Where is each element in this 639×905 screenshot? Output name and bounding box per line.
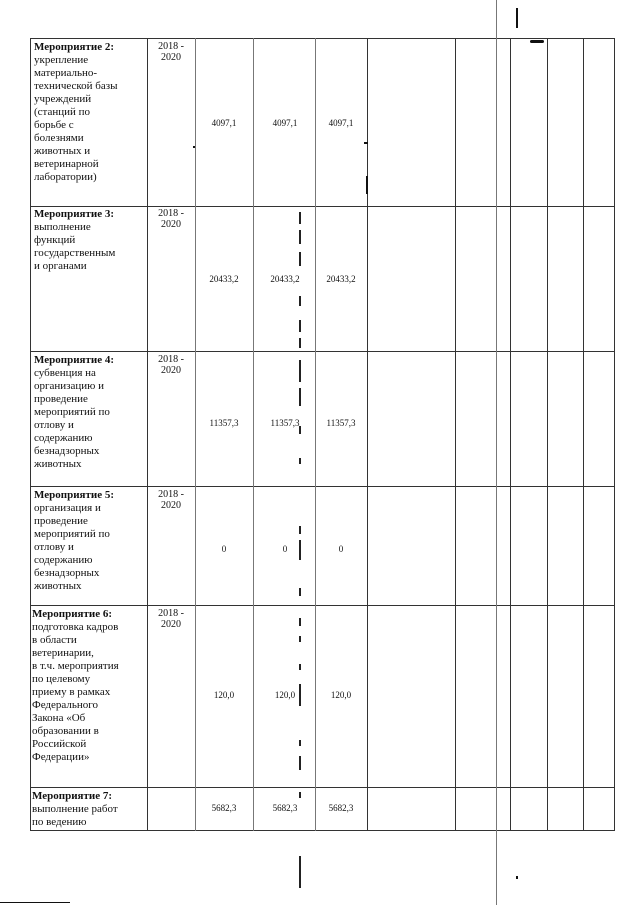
scan-mark (299, 320, 301, 332)
row-title-text: выполнение работ по ведению (32, 803, 118, 828)
scan-mark (299, 664, 301, 670)
value-cell: 11357,3 (326, 418, 356, 428)
scan-mark (299, 426, 301, 434)
scan-mark (299, 296, 301, 306)
row-border (30, 351, 614, 352)
scan-mark (299, 792, 301, 798)
scan-mark (516, 876, 518, 879)
value-cell: 5682,3 (272, 803, 298, 813)
scan-mark (299, 212, 301, 224)
row-border (30, 206, 614, 207)
column-border (367, 38, 368, 831)
value-cell: 4097,1 (328, 118, 354, 128)
row-title-bold: Мероприятие 7: (32, 790, 113, 802)
scan-mark (366, 176, 368, 194)
column-border (147, 38, 148, 831)
row-years: 2018 - 2020 (158, 41, 184, 63)
scan-mark (299, 360, 301, 382)
scan-mark (299, 540, 301, 560)
column-border (30, 38, 31, 831)
scan-mark (299, 388, 301, 406)
scan-mark (364, 142, 368, 144)
row-title-text: укрепление материально- технической базы учреждений (станций по борьбе с болезнями животных и ветеринарной лаборатории) (34, 54, 118, 183)
column-border (315, 38, 316, 831)
scan-mark (0, 902, 70, 903)
row-title-bold: Мероприятие 4: (34, 354, 115, 366)
scan-mark (299, 230, 301, 244)
scan-mark (299, 756, 301, 770)
row-title-bold: Мероприятие 5: (34, 489, 115, 501)
scan-mark (299, 588, 301, 596)
scan-mark (299, 618, 301, 626)
value-cell: 11357,3 (270, 418, 300, 428)
row-title-text: выполнение функций государственным и органами (34, 221, 116, 272)
scan-mark (299, 338, 301, 348)
row-title (32, 790, 146, 829)
row-title-bold: Мероприятие 3: (34, 208, 115, 220)
column-border (583, 38, 584, 831)
scan-mark (299, 458, 301, 464)
row-years: 2018 - 2020 (158, 489, 184, 511)
row-border (30, 830, 614, 831)
scan-mark (299, 252, 301, 266)
row-title-text: организация и проведение мероприятий по отлову и содержанию безнадзорных животных (34, 502, 110, 592)
row-title (34, 354, 146, 471)
value-cell: 0 (282, 544, 288, 554)
row-years: 2018 - 2020 (158, 608, 184, 630)
row-border (30, 486, 614, 487)
value-cell: 120,0 (274, 690, 296, 700)
value-cell: 0 (221, 544, 227, 554)
column-border (547, 38, 548, 831)
value-cell: 5682,3 (211, 803, 237, 813)
column-border (496, 0, 497, 905)
value-cell: 20433,2 (326, 274, 356, 284)
column-border (455, 38, 456, 831)
scan-mark (299, 526, 301, 534)
row-title-text: субвенция на организацию и проведение мероприятий по отлову и содержанию безнадзорных животных (34, 367, 110, 470)
row-border (30, 38, 614, 39)
value-cell: 0 (338, 544, 344, 554)
row-title (34, 489, 146, 593)
value-cell: 4097,1 (211, 118, 237, 128)
row-title (32, 608, 146, 764)
scan-mark (299, 684, 301, 706)
row-years: 2018 - 2020 (158, 208, 184, 230)
row-border (30, 605, 614, 606)
scan-mark (299, 636, 301, 642)
value-cell: 120,0 (213, 690, 235, 700)
value-cell: 5682,3 (328, 803, 354, 813)
value-cell: 120,0 (330, 690, 352, 700)
scan-mark (530, 40, 544, 43)
row-title-bold: Мероприятие 6: (32, 608, 113, 620)
value-cell: 4097,1 (272, 118, 298, 128)
row-title (34, 41, 146, 184)
row-border (30, 787, 614, 788)
column-border (195, 38, 196, 831)
value-cell: 20433,2 (270, 274, 300, 284)
column-border (253, 38, 254, 831)
column-border (614, 38, 615, 831)
row-title-bold: Мероприятие 2: (34, 41, 115, 53)
column-border (510, 38, 511, 831)
row-title (34, 208, 146, 273)
value-cell: 11357,3 (209, 418, 239, 428)
row-years: 2018 - 2020 (158, 354, 184, 376)
scan-mark (193, 146, 195, 148)
scan-mark (299, 740, 301, 746)
value-cell: 20433,2 (209, 274, 239, 284)
row-title-text: подготовка кадров в области ветеринарии, в т.ч. мероприятия по целевому приему в рамках Федерального Закона «Об образовании в Российской Федерации» (32, 621, 119, 763)
scan-mark (516, 8, 518, 28)
scan-mark (299, 856, 301, 888)
